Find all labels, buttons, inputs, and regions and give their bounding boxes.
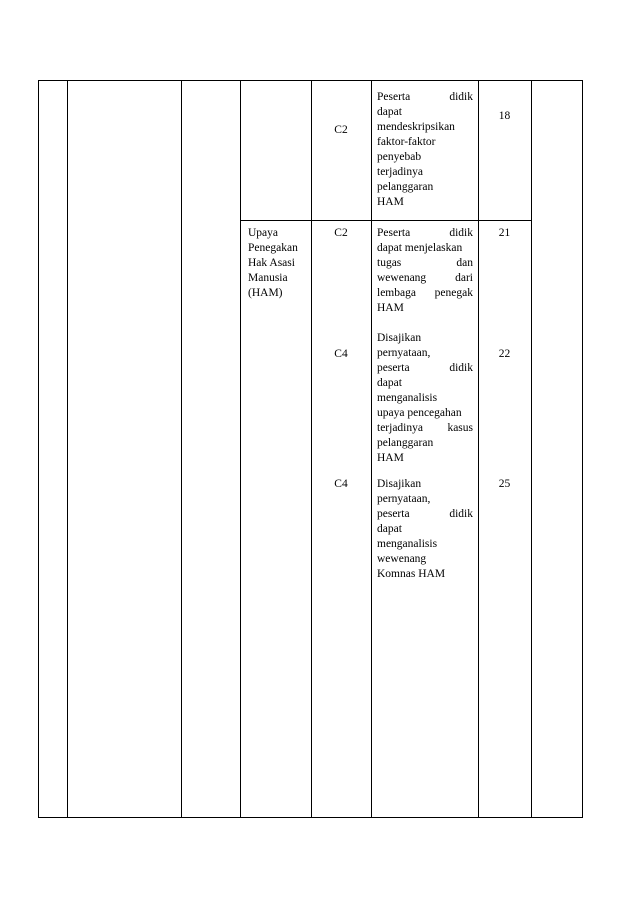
row-divider — [240, 220, 531, 221]
col-border-4 — [311, 80, 312, 818]
row1-indicator: Peserta didik dapat mendeskripsikan faktor-faktor penyebab terjadinya pelanggaran HAM — [377, 91, 473, 208]
row2-item2-number: 22 — [498, 348, 511, 360]
col-border-2 — [181, 80, 182, 818]
row1-level: C2 — [334, 124, 348, 136]
col-border-5 — [371, 80, 372, 818]
row1-number: 18 — [498, 110, 511, 122]
col-border-7 — [531, 80, 532, 818]
col-border-8 — [582, 80, 583, 818]
row2-item3-indicator: Disajikan pernyataan, peserta didik dapat menganalisis wewenang Komnas HAM — [377, 478, 473, 580]
col-border-6 — [478, 80, 479, 818]
col-border-0 — [38, 80, 39, 818]
row2-material: Upaya Penegakan Hak Asasi Manusia (HAM) — [248, 227, 298, 299]
row2-item1-indicator: Peserta didik dapat menjelaskan tugas dan wewenang dari lembaga penegak HAM — [377, 227, 473, 314]
row2-item1-level: C2 — [334, 227, 348, 239]
row2-item3-level: C4 — [334, 478, 348, 490]
row2-item2-indicator: Disajikan pernyataan, peserta didik dapat menganalisis upaya pencegahan terjadinya kasus pelanggaran HAM — [377, 332, 473, 464]
row2-item1-number: 21 — [498, 227, 511, 239]
row2-item2-level: C4 — [334, 348, 348, 360]
col-border-1 — [67, 80, 68, 818]
row2-item3-number: 25 — [498, 478, 511, 490]
col-border-3 — [240, 80, 241, 818]
